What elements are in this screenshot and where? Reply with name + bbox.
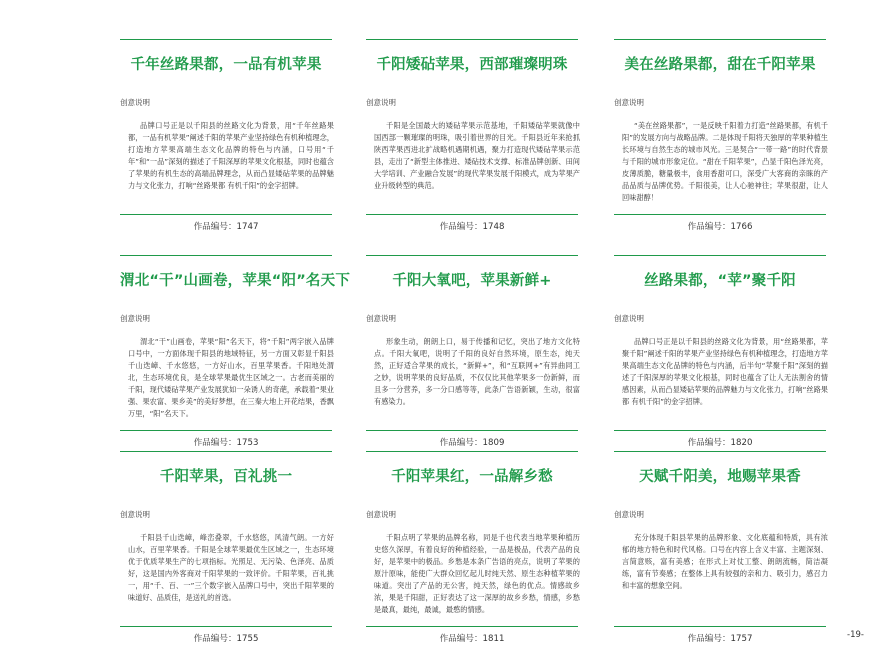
card-title: 千阳苹果，百礼挑一 bbox=[159, 469, 293, 485]
card-description: 千阳县千山迭嶂，峰峦叠翠，千水悠悠，风清气朗。一方好山水，百里苹果香。千阳是全球苹果最优生区域之一，生态环境优于优质苹果生产的七项指标。光照足、无污染、色泽亮、品质好，这是国内外客商对千阳苹果的一致评价。千阳苹果，百礼挑一，用“千、百、一”三个数字嵌入品牌口号中，突出千阳苹果的味道好、品质佳，是送礼的首选。 bbox=[128, 533, 334, 602]
card-label: 创意说明 bbox=[366, 510, 396, 519]
card-title: 千阳大氧吧，苹果新鲜+ bbox=[392, 273, 552, 289]
card-top-divider bbox=[366, 451, 578, 452]
card-title: 千年丝路果都，一品有机苹果 bbox=[130, 57, 322, 73]
card-description: 品牌口号正是以千阳县的丝路文化为背景，用“千年丝路果都，一品有机苹果”阐述千阳的苹果产业坚持绿色有机种植理念，打造地方苹果高端生态文化品牌的特色与内涵，口号用“千年”和“一品”深刻的描述了千阳深厚的苹果文化根基，同时也蕴含了苹果的有机生态的高端品牌理念，从而凸显矮砧苹果的品牌魅力与文化张力，打响“丝路果都 有机千阳”的金字招牌。 bbox=[128, 121, 334, 190]
card-bottom-divider bbox=[614, 626, 826, 627]
card-bottom-divider bbox=[366, 214, 578, 215]
card-description: 充分体现千阳县苹果的品牌形象、文化底蕴和特质，具有浓郁的地方特色和时代风格。口号在内容上含义丰富、主题深刻、言简意赅，富有美感；在形式上对仗工整、朗朗流畅，简洁凝练，富有节奏感；在整体上具有较强的亲和力、吸引力，感召力和丰富的想象空间。 bbox=[622, 533, 828, 590]
card-label: 创意说明 bbox=[614, 98, 644, 107]
card-entry-number: 作品编号：1755 bbox=[193, 634, 259, 644]
card-bottom-divider bbox=[366, 430, 578, 431]
slogan-card-1766 bbox=[614, 39, 826, 235]
card-bottom-divider bbox=[614, 214, 826, 215]
card-bottom-divider bbox=[614, 430, 826, 431]
card-label: 创意说明 bbox=[614, 314, 644, 323]
card-title: 丝路果都，“苹”聚千阳 bbox=[644, 273, 796, 289]
card-title: 渭北“干”山画卷，苹果“阳”名天下 bbox=[120, 273, 351, 289]
card-description: “美在丝路果都”，一是反映千阳着力打造“丝路果都，有机千阳”的发展方向与战略品牌。二是体现千阳将天独厚的苹果种植生长环境与自然生态的城市风光。三是契合“一带一路”的时代背景与千阳的城市形象定位。“甜在千阳苹果”，凸显千阳色泽光亮，皮薄质脆，糖量极丰，食用香甜可口，深受广大客商的亲睐的产品品质与品牌优势。千阳很美，让人心驰神往；苹果很甜，让人回味甜醇！ bbox=[622, 121, 828, 202]
card-description: 品牌口号正是以千阳县的丝路文化为背景，用“丝路果都，苹聚千阳”阐述千阳的苹果产业坚持绿色有机种植理念，打造地方苹果高端生态文化品牌的特色与内涵，后半句“苹聚千阳”深刻的描述了千阳深厚的苹果文化根基，同时也蕴含了让人无法割舍的情感因素，从而凸显矮砧苹果的品牌魅力与文化张力，打响“丝路果都 有机千阳”的金字招牌。 bbox=[622, 337, 828, 406]
card-bottom-divider bbox=[120, 430, 332, 431]
card-entry-number: 作品编号：1809 bbox=[439, 438, 505, 448]
card-top-divider bbox=[614, 255, 826, 256]
card-label: 创意说明 bbox=[120, 510, 150, 519]
card-entry-number: 作品编号：1748 bbox=[439, 222, 505, 232]
card-entry-number: 作品编号：1747 bbox=[193, 222, 259, 232]
card-label: 创意说明 bbox=[366, 314, 396, 323]
slogan-card-1748 bbox=[366, 39, 578, 235]
slogan-card-1753 bbox=[120, 255, 351, 451]
card-top-divider bbox=[614, 39, 826, 40]
card-title: 天赋千阳美，地赐苹果香 bbox=[639, 469, 801, 485]
card-bottom-divider bbox=[366, 626, 578, 627]
card-entry-number: 作品编号：1757 bbox=[687, 634, 753, 644]
card-top-divider bbox=[120, 39, 332, 40]
card-entry-number: 作品编号：1766 bbox=[687, 222, 753, 232]
card-title: 千阳矮砧苹果，西部璀璨明珠 bbox=[376, 57, 568, 73]
card-entry-number: 作品编号：1753 bbox=[193, 438, 259, 448]
card-top-divider bbox=[120, 451, 332, 452]
card-label: 创意说明 bbox=[120, 314, 150, 323]
card-label: 创意说明 bbox=[614, 510, 644, 519]
card-title: 千阳苹果红，一品解乡愁 bbox=[391, 469, 553, 485]
card-label: 创意说明 bbox=[366, 98, 396, 107]
slogan-card-1809 bbox=[366, 255, 578, 451]
card-entry-number: 作品编号：1811 bbox=[439, 634, 505, 644]
card-top-divider bbox=[366, 39, 578, 40]
slogan-card-1757 bbox=[614, 451, 826, 647]
card-top-divider bbox=[614, 451, 826, 452]
card-title: 美在丝路果都，甜在千阳苹果 bbox=[624, 57, 816, 73]
card-bottom-divider bbox=[120, 214, 332, 215]
slogan-card-1811 bbox=[366, 451, 578, 647]
card-entry-number: 作品编号：1820 bbox=[687, 438, 753, 448]
card-top-divider bbox=[120, 255, 332, 256]
card-label: 创意说明 bbox=[120, 98, 150, 107]
card-description: 千阳是全国最大的矮砧苹果示范基地，千阳矮砧苹果就像中国西部一颗璀璨的明珠，吸引着世界的目光。千阳县近年来抢抓陕西苹果西进北扩战略机遇期机遇，聚力打造现代矮砧苹果示范县，走出了“新型主体推进、矮砧技术支撑、标准品牌创新、田间大学培训、产业融合发展”的现代苹果发展千阳模式，成为苹果产业升级转型的典范。 bbox=[374, 121, 580, 190]
slogan-card-1755 bbox=[120, 451, 332, 647]
slogan-card-1820 bbox=[614, 255, 826, 451]
slogan-card-1747 bbox=[120, 39, 332, 235]
card-description: 渭北“干”山画卷，苹果“阳”名天下，将“千阳”两字嵌入品牌口号中，一方面体现千阳县的地域特征，另一方面又彰显千阳县千山迭嶂、千水悠悠，一方好山水，百里苹果香。千阳地处渭北，生态环境优良，是全球苹果最优生区域之一。古老而美丽的千阳，现代矮砧苹果产业发展犹如一朵诱人的奇葩，承载着“果业强、果农富、果乡美”的美好梦想，在三秦大地上开花结果，香飘万里，“阳”名天下。 bbox=[128, 337, 334, 418]
card-bottom-divider bbox=[120, 626, 332, 627]
page-number: -19- bbox=[847, 630, 864, 640]
card-top-divider bbox=[366, 255, 578, 256]
card-description: 形象生动，朗朗上口，易于传播和记忆，突出了地方文化特点。千阳大氧吧，说明了千阳的良好自然环境，原生态，纯天然，正好适合苹果的成长，“新鲜+”，和“互联网+”有异曲同工之妙，说明苹果的良好品质，不仅仅比其他苹果多一份新鲜，而且多一分营养，多一分口感等等，此条广告语新颖，生动，很富有感染力。 bbox=[374, 337, 580, 406]
card-description: 千阳点明了苹果的品牌名称，同是千也代表当地苹果种植历史悠久深厚，有着良好的种植经验，一品是极品，代表产品的良好，是苹果中的极品。乡愁是本条广告语的亮点，说明了苹果的原汁原味，能使广大群众回忆起儿时纯天然、原生态种植苹果的味道。突出了产品的无公害，纯天然，绿色的优点。情感故乡浓，果是千阳甜，正好表达了这一深厚的故乡乡愁，情感，乡愁是最真，最纯，最诚，最憨的情感。 bbox=[374, 533, 580, 614]
